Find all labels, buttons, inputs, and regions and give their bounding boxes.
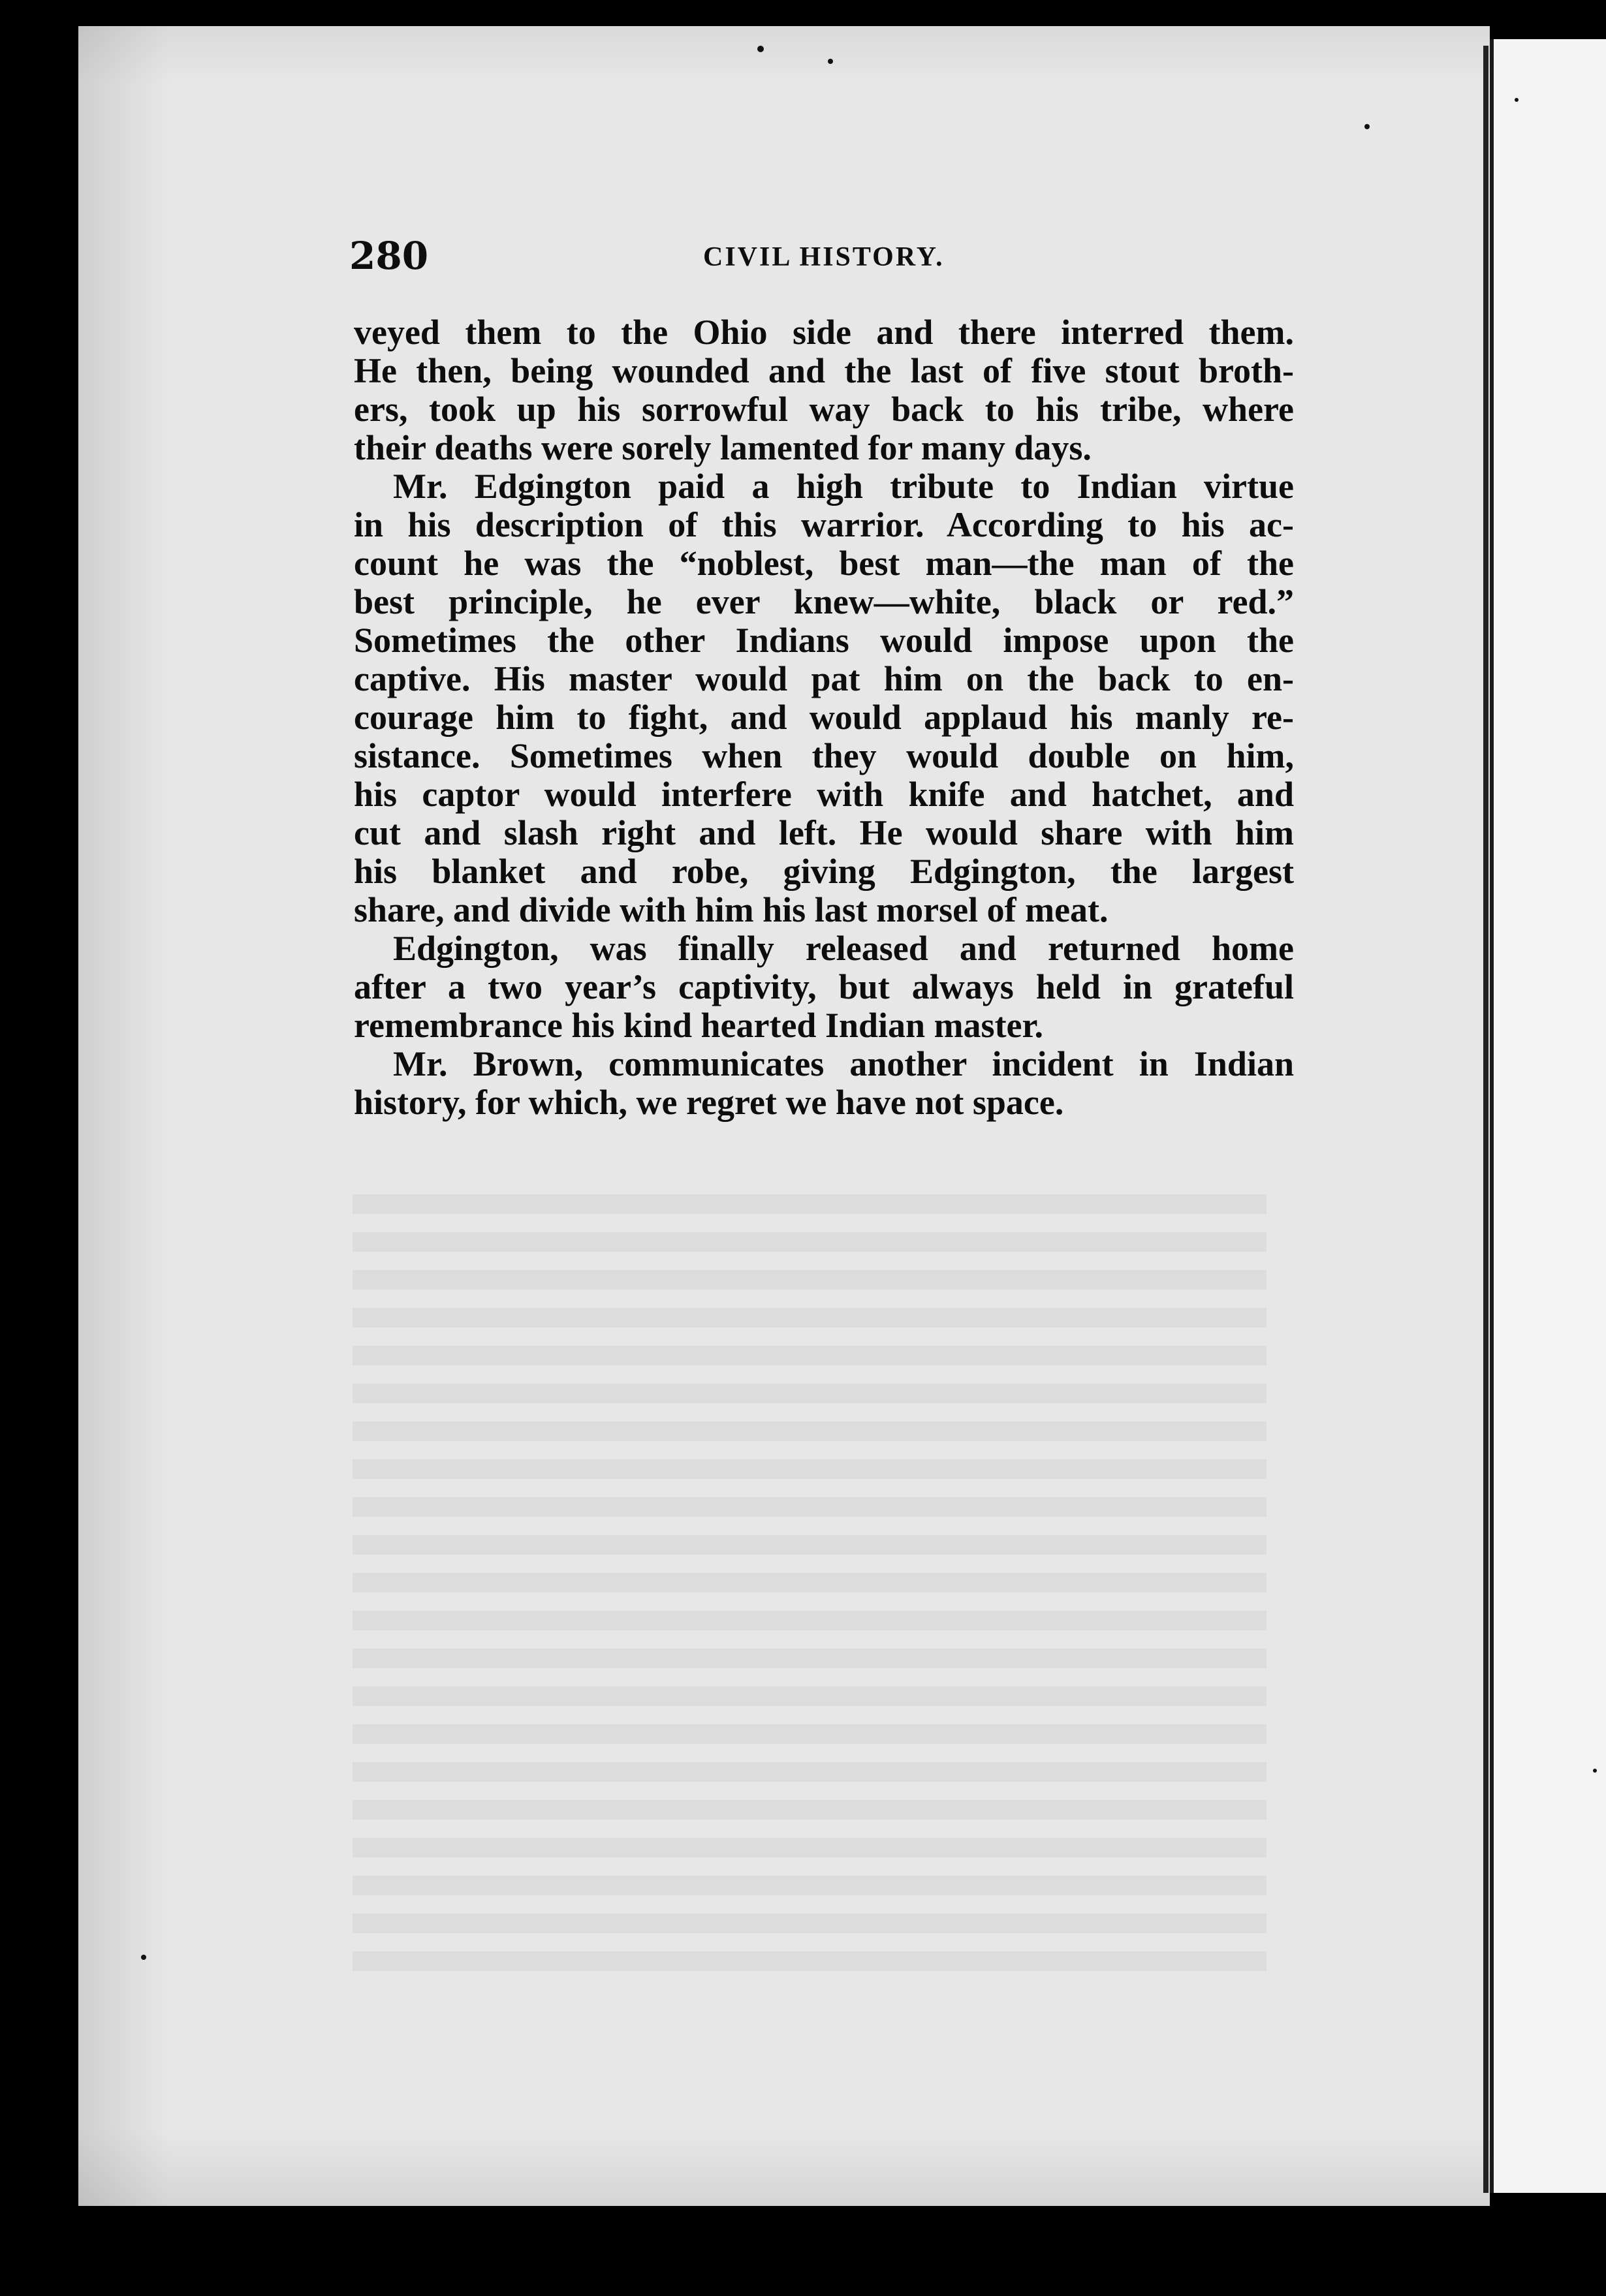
text-line: after a two year’s captivity, but always held in grateful [354, 967, 1294, 1006]
text-line: He then, being wounded and the last of five stout broth- [354, 351, 1294, 390]
page-gutter [1483, 46, 1488, 2193]
text-line: Edgington, was finally released and returned home [393, 929, 1294, 968]
text-line: share, and divide with him his last morsel of meat. [354, 890, 1109, 929]
text-line: history, for which, we regret we have not space. [354, 1083, 1064, 1122]
text-line: in his description of this warrior. According to his ac- [354, 505, 1294, 544]
paragraph [354, 929, 1294, 1045]
text-line: sistance. Sometimes when they would double on him, [354, 736, 1294, 775]
text-line: remembrance his kind hearted Indian master. [354, 1006, 1044, 1045]
text-line: veyed them to the Ohio side and there interred them. [354, 313, 1294, 352]
text-line: courage him to fight, and would applaud his manly re- [354, 698, 1294, 737]
text-line: Mr. Brown, communicates another incident in Indian [393, 1044, 1294, 1083]
paragraph [354, 1045, 1294, 1122]
text-line: best principle, he ever knew—white, black or red.” [354, 582, 1294, 621]
dust-speck [1364, 124, 1370, 129]
text-line: their deaths were sorely lamented for many days. [354, 428, 1092, 467]
dust-speck [141, 1955, 146, 1960]
text-line: ers, took up his sorrowful way back to his tribe, where [354, 390, 1294, 429]
running-head: CIVIL HISTORY. [703, 242, 945, 272]
text-line: his blanket and robe, giving Edgington, the largest [354, 852, 1294, 891]
text-line: Mr. Edgington paid a high tribute to Indian virtue [393, 467, 1294, 506]
text-line: Sometimes the other Indians would impose upon the [354, 621, 1294, 660]
text-line: count he was the “noblest, best man—the man of the [354, 544, 1294, 583]
dust-speck [1515, 98, 1519, 102]
text-line: his captor would interfere with knife and hatchet, and [354, 775, 1294, 814]
body-text [354, 313, 1294, 1122]
page-header [349, 230, 1296, 282]
facing-page-edge [1490, 39, 1606, 2193]
dust-speck [828, 59, 833, 64]
text-line: cut and slash right and left. He would share with him [354, 813, 1294, 852]
paragraph [354, 467, 1294, 929]
dust-speck [1593, 1769, 1597, 1773]
paragraph [354, 313, 1294, 467]
text-line: captive. His master would pat him on the back to en- [354, 659, 1294, 698]
show-through-text [353, 1194, 1267, 1984]
page-number: 280 [349, 234, 429, 278]
dust-speck [757, 46, 764, 52]
